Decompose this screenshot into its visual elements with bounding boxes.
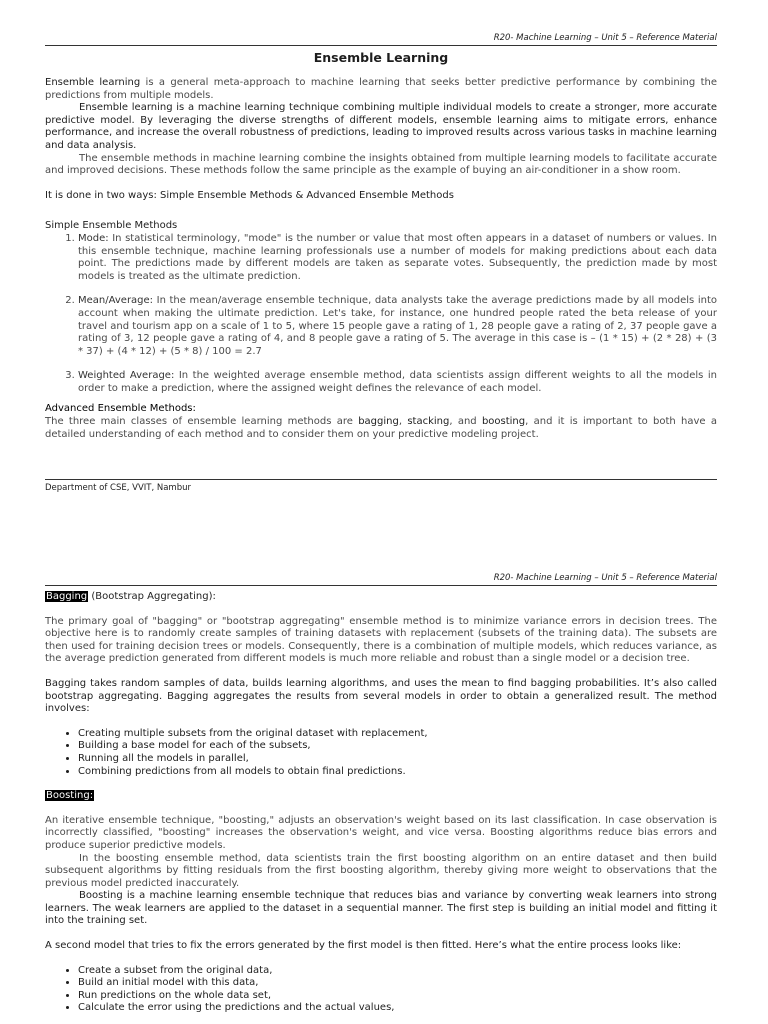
- intro-paragraph: [45, 77, 717, 102]
- running-header: R20- Machine Learning – Unit 5 – Reference Material: [45, 33, 717, 46]
- list-item: • Creating multiple subsets from the original dataset with replacement,: [78, 728, 717, 741]
- bagging-label: Bagging: [46, 591, 88, 602]
- list-item: [78, 370, 717, 395]
- list-item: • Run predictions on the whole data set,: [78, 990, 717, 1003]
- list-item: • Combining predictions from all models to obtain final predictions.: [78, 766, 717, 779]
- text-span: ,: [398, 416, 408, 428]
- term-stacking: stacking: [407, 416, 450, 428]
- running-header: R20- Machine Learning – Unit 5 – Reference Material: [45, 573, 717, 586]
- item-term: Mean/Average:: [78, 295, 154, 307]
- page-2: [45, 573, 717, 1015]
- intro-paragraph-3: The ensemble methods in machine learning combine the insights obtained from multiple learning models to facilitate accurate and improved decisions. These methods follow the same principle as the example of buying an air-conditioner in a show room.: [45, 152, 717, 177]
- boosting-list: [45, 965, 717, 1015]
- list-item: • Running all the models in parallel,: [78, 753, 717, 766]
- boosting-paragraph-4: A second model that tries to fix the errors generated by the first model is then fitted. Here’s what the entire process looks like:: [45, 940, 682, 952]
- item-text: In statistical terminology, "mode" is the number or value that most often appears in a dataset of numbers or values. In this ensemble technique, machine learning professionals use a number of models for making predictions about each data point. The predictions made by different models are taken as separate votes. Subsequently, the prediction made by most models is treated as the ultimate prediction.: [78, 232, 717, 282]
- term-boosting: boosting: [481, 416, 526, 428]
- bagging-list: [45, 728, 717, 778]
- item-term: Weighted Average:: [78, 370, 175, 382]
- list-item: • Calculate the error using the predictions and the actual values,: [78, 1002, 717, 1015]
- page-1: [45, 0, 717, 493]
- advanced-paragraph: [45, 416, 717, 441]
- item-text: In the weighted average ensemble method, data scientists assign different weights to all the models in order to make a prediction, where the assigned weight defines the relevance of each model.: [78, 370, 717, 394]
- bagging-paragraph-1: The primary goal of "bagging" or "bootstrap aggregating" ensemble method is to minimize variance errors in decision trees. The objective here is to randomly create samples of training datasets with replacement (subsets of the training data). The subsets are then used for training decision trees or models. Consequently, there is a combination of multiple models, which reduces variance, as the average prediction generated from different models is much more reliable and robust than a single model or a decision tree.: [45, 615, 717, 665]
- list-item: • Building a base model for each of the subsets,: [78, 740, 717, 753]
- bagging-subtitle: (Bootstrap Aggregating):: [88, 591, 216, 602]
- boosting-paragraph-1: An iterative ensemble technique, "boosting," adjusts an observation's weight based on its last classification. In case observation is incorrectly classified, "boosting" increases the observation's weight, and vice versa. Boosting algorithms reduce bias errors and produce superior predictive models.: [45, 814, 717, 851]
- advanced-methods-heading: Advanced Ensemble Methods:: [45, 403, 196, 415]
- list-item: • Build an initial model with this data,: [78, 977, 717, 990]
- two-ways-line: It is done in two ways: Simple Ensemble Methods & Advanced Ensemble Methods: [45, 189, 454, 201]
- text-span: , and it is important to both have a detailed understanding of each method and to consider them on your predictive modeling project.: [45, 416, 718, 440]
- bagging-heading: [45, 591, 717, 604]
- boosting-paragraph-3: Boosting is a machine learning ensemble technique that reduces bias and variance by converting weak learners into strong learners. The weak learners are applied to the dataset in a sequential manner. The first step is building an initial model and fitting it into the training set.: [45, 890, 717, 927]
- item-term: Mode:: [78, 232, 109, 244]
- intro-definition: is a general meta-approach to machine learning that seeks better predictive performance by combining the predictions from multiple models.: [45, 77, 717, 101]
- term-bagging: bagging: [358, 416, 399, 428]
- boosting-heading: [45, 790, 717, 803]
- page-title: Ensemble Learning: [313, 50, 449, 65]
- list-item: [78, 295, 717, 358]
- page-footer: Department of CSE, VVIT, Nambur: [45, 479, 717, 493]
- list-item: • Create a subset from the original data,: [78, 965, 717, 978]
- boosting-paragraph-2: In the boosting ensemble method, data scientists train the first boosting algorithm on an entire dataset and then build subsequent algorithms by fitting residuals from the first boosting algorithm, thereby giving more weight to observations that the previous model predicted inaccurately.: [45, 852, 717, 889]
- text-span: The three main classes of ensemble learning methods are: [45, 416, 359, 428]
- text-span: , and: [449, 416, 482, 428]
- boosting-label: Boosting:: [46, 790, 94, 802]
- simple-methods-heading: Simple Ensemble Methods: [45, 220, 178, 232]
- intro-paragraph-2: Ensemble learning is a machine learning technique combining multiple individual models to create a stronger, more accurate predictive model. By leveraging the diverse strengths of different models, ensemble learning aims to mitigate errors, enhance performance, and increase the overall robustness of predictions, leading to improved results across various tasks in machine learning and data analysis.: [45, 102, 717, 151]
- list-item: [78, 233, 717, 283]
- item-text: In the mean/average ensemble technique, data analysts take the average predictions made by all models into account when making the ultimate prediction. Let's take, for instance, one hundred people rated the beta release of your travel and tourism app on a scale of 1 to 5, where 15 people gave a rating of 1, 28 people gave a rating of 2, 37 people gave a rating of 3, 12 people gave a rating of 4, and 8 people gave a rating of 5. The average in this case is – (1 * 15) + (2 * 28) + (3 * 37) + (4 * 12) + (5 * 8) / 100 = 2.7: [78, 295, 717, 357]
- simple-methods-list: [45, 233, 717, 396]
- intro-term: Ensemble learning: [45, 77, 141, 88]
- bagging-paragraph-2: Bagging takes random samples of data, builds learning algorithms, and uses the mean to find bagging probabilities. It’s also called bootstrap aggregating. Bagging aggregates the results from several models in order to obtain a generalized result. The method involves:: [45, 677, 717, 715]
